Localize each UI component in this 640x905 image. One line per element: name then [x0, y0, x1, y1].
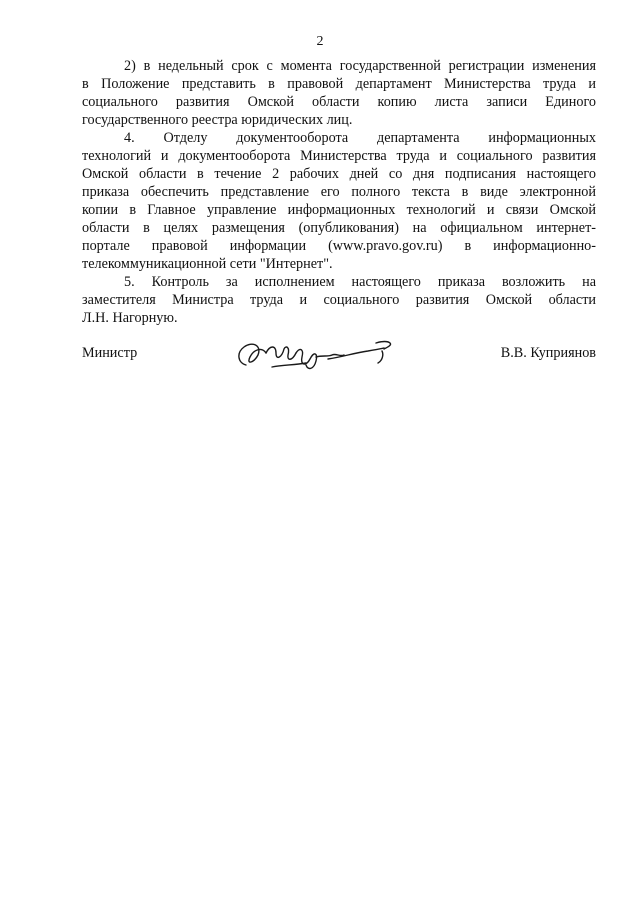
paragraph-4-line-1: 4. Отделу документооборота департамента информационных — [124, 130, 596, 146]
paragraph-4-line-4: приказа обеспечить представление его полного текста в виде электронной — [82, 184, 596, 200]
paragraph-2-line-2: в Положение представить в правовой департамент Министерства труда и — [82, 76, 596, 92]
paragraph-4-line-7: портале правовой информации (www.pravo.gov.ru) в информационно- — [82, 238, 596, 254]
paragraph-4-line-8: телекоммуникационной сети "Интернет". — [82, 256, 333, 272]
paragraph-5-line-1: 5. Контроль за исполнением настоящего приказа возложить на — [124, 274, 596, 290]
page-number: 2 — [316, 34, 324, 49]
paragraph-4-line-2: технологий и документооборота Министерства труда и социального развития — [82, 148, 596, 164]
paragraph-4-line-3: Омской области в течение 2 рабочих дней со дня подписания настоящего — [82, 166, 596, 182]
paragraph-2-line-3: социального развития Омской области копию листа записи Единого — [82, 94, 596, 110]
handwritten-signature — [232, 335, 397, 375]
paragraph-4-line-6: области в целях размещения (опубликования) на официальном интернет- — [82, 220, 596, 236]
signatory-title: Министр — [82, 345, 138, 361]
paragraph-2-line-4: государственного реестра юридических лиц. — [82, 112, 353, 128]
signatory-name: В.В. Куприянов — [500, 345, 596, 361]
paragraph-2-line-1: 2) в недельный срок с момента государственной регистрации изменения — [124, 58, 596, 74]
signature-block — [82, 335, 596, 375]
paragraph-5-line-3: Л.Н. Нагорную. — [82, 310, 178, 326]
paragraph-4-line-5: копии в Главное управление информационных технологий и связи Омской — [82, 202, 596, 218]
paragraph-5-line-2: заместителя Министра труда и социального развития Омской области — [82, 292, 596, 308]
